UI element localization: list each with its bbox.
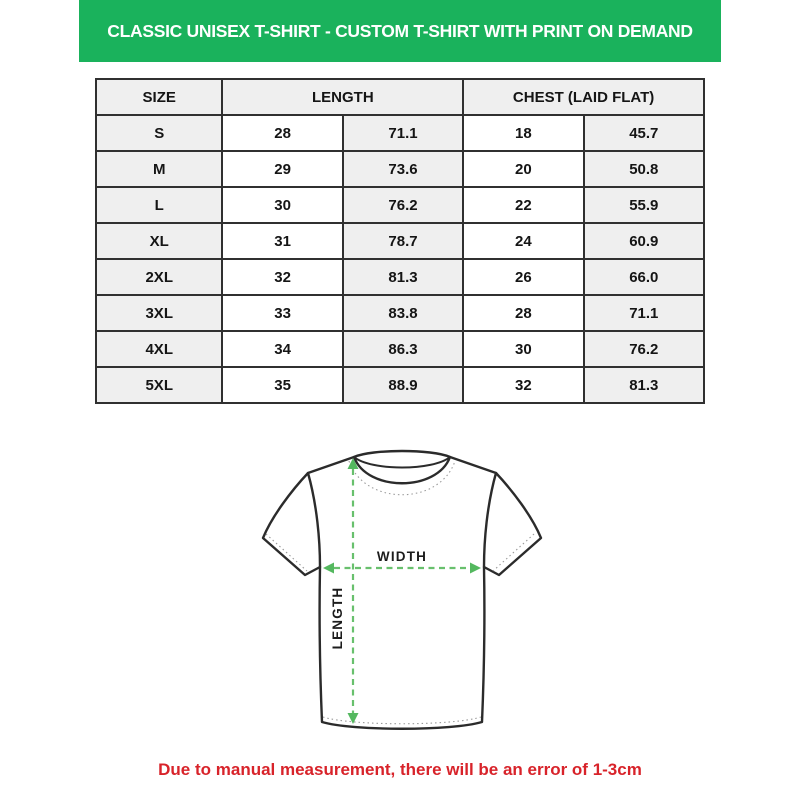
width-label: WIDTH	[376, 549, 428, 564]
size-cell: L	[96, 187, 222, 223]
chest-in-cell: 26	[463, 259, 583, 295]
length-in-cell: 29	[222, 151, 342, 187]
length-in-cell: 32	[222, 259, 342, 295]
chest-in-cell: 32	[463, 367, 583, 403]
chest-in-cell: 28	[463, 295, 583, 331]
table-row	[96, 151, 704, 187]
measurement-error-note: Due to manual measurement, there will be an error of 1-3cm	[158, 760, 642, 779]
chest-cm-cell: 45.7	[584, 115, 704, 151]
length-cm-cell: 76.2	[343, 187, 463, 223]
length-cm-cell: 78.7	[343, 223, 463, 259]
header-length: LENGTH	[222, 79, 463, 115]
size-cell: S	[96, 115, 222, 151]
table-row	[96, 295, 704, 331]
length-cm-cell: 88.9	[343, 367, 463, 403]
chest-in-cell: 22	[463, 187, 583, 223]
chest-cm-cell: 60.9	[584, 223, 704, 259]
page-title: CLASSIC UNISEX T-SHIRT - CUSTOM T-SHIRT WITH PRINT ON DEMAND	[107, 20, 693, 41]
chest-in-cell: 24	[463, 223, 583, 259]
length-cm-cell: 73.6	[343, 151, 463, 187]
chest-in-cell: 30	[463, 331, 583, 367]
size-cell: 2XL	[96, 259, 222, 295]
length-cm-cell: 83.8	[343, 295, 463, 331]
size-cell: XL	[96, 223, 222, 259]
size-cell: 5XL	[96, 367, 222, 403]
tshirt-diagram-svg	[240, 430, 560, 750]
header-chest: CHEST (LAID FLAT)	[463, 79, 704, 115]
length-cm-cell: 86.3	[343, 331, 463, 367]
length-in-cell: 34	[222, 331, 342, 367]
length-in-cell: 31	[222, 223, 342, 259]
length-cm-cell: 81.3	[343, 259, 463, 295]
table-row	[96, 331, 704, 367]
size-cell: M	[96, 151, 222, 187]
chest-cm-cell: 81.3	[584, 367, 704, 403]
table-row	[96, 223, 704, 259]
table-row	[96, 259, 704, 295]
length-in-cell: 33	[222, 295, 342, 331]
size-cell: 3XL	[96, 295, 222, 331]
chest-cm-cell: 71.1	[584, 295, 704, 331]
chest-cm-cell: 76.2	[584, 331, 704, 367]
chest-cm-cell: 50.8	[584, 151, 704, 187]
length-in-cell: 30	[222, 187, 342, 223]
title-banner	[79, 0, 721, 62]
chest-cm-cell: 66.0	[584, 259, 704, 295]
length-in-cell: 35	[222, 367, 342, 403]
table-row	[96, 187, 704, 223]
table-row	[96, 115, 704, 151]
length-in-cell: 28	[222, 115, 342, 151]
chest-cm-cell: 55.9	[584, 187, 704, 223]
length-cm-cell: 71.1	[343, 115, 463, 151]
length-label: LENGTH	[330, 586, 345, 650]
table-header-row	[96, 79, 704, 115]
tshirt-outline-icon	[263, 451, 541, 729]
chest-in-cell: 20	[463, 151, 583, 187]
table-row	[96, 367, 704, 403]
header-size: SIZE	[96, 79, 222, 115]
chest-in-cell: 18	[463, 115, 583, 151]
size-table	[95, 78, 705, 404]
size-cell: 4XL	[96, 331, 222, 367]
tshirt-measurement-diagram	[240, 430, 560, 750]
